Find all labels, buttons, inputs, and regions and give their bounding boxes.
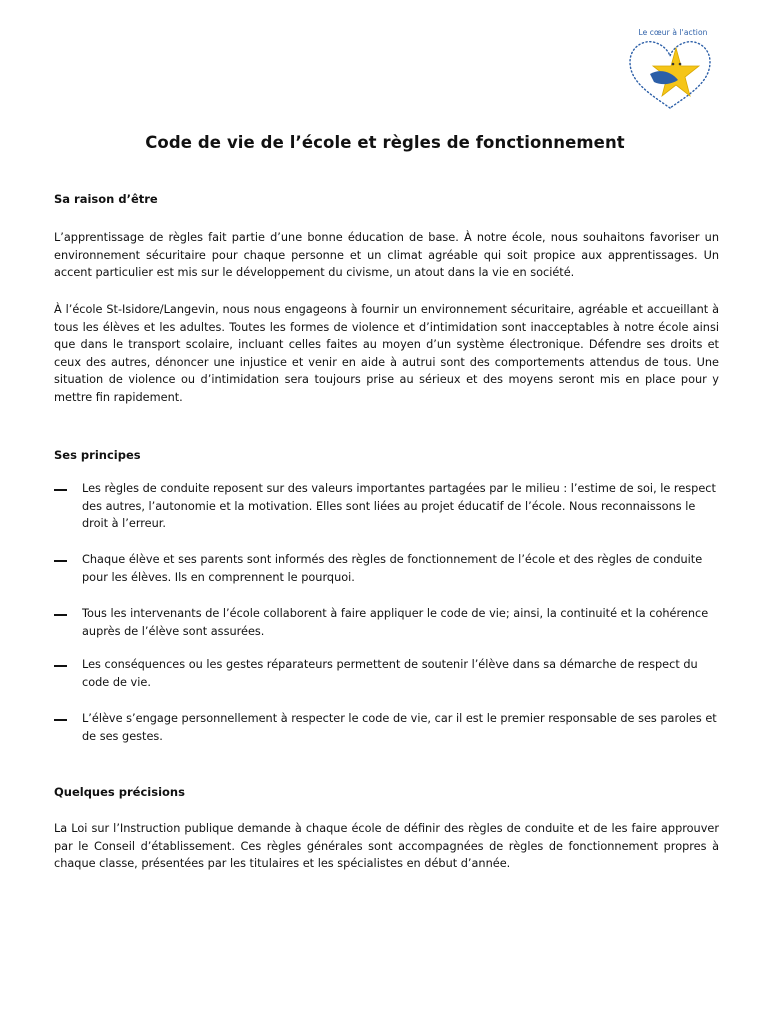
star-eye-right xyxy=(679,63,682,66)
section-heading-precisions: Quelques précisions xyxy=(54,785,185,799)
paragraph-raison-2: À l’école St-Isidore/Langevin, nous nous engageons à fournir un environnement sécuritaire, agréable et accueillant à tous les élèves et les adultes. Toutes les formes de violence et d’intimidation sont inacceptables à notre école ainsi que dans le transport scolaire, incluant celles faites au moyen d’un système électronique. Défendre ses droits et ceux des autres, dénoncer une injustice et venir en aide à autrui sont des comportements attendus de tous. Une situation de violence ou d’intimidation sera toujours prise au sérieux et des moyens seront mis en place pour y mettre fin rapidement. xyxy=(54,303,719,404)
star-heart-icon xyxy=(620,36,720,112)
page-title: Code de vie de l’école et règles de fonctionnement xyxy=(145,133,625,152)
logo-text: Le cœur à l'action xyxy=(638,28,708,37)
paragraph-raison-1: L’apprentissage de règles fait partie d’une bonne éducation de base. À notre école, nous souhaitons favoriser un environnement sécuritaire pour chaque personne et un climat agréable qui soit propice aux apprentissages. Un accent particulier est mis sur le développement du civisme, un atout dans la vie en société. xyxy=(54,231,719,279)
list-item: Tous les intervenants de l’école collaborent à faire appliquer le code de vie; ainsi, la continuité et la cohérence auprès de l’élève sont assurées. xyxy=(82,607,709,638)
bullet-dash-icon xyxy=(54,665,67,667)
school-logo xyxy=(620,26,720,110)
bullet-dash-icon xyxy=(54,560,67,562)
bullet-dash-icon xyxy=(54,719,67,721)
bullet-dash-icon xyxy=(54,489,67,491)
star-eye-left xyxy=(672,63,675,66)
section-heading-raison: Sa raison d’être xyxy=(54,192,158,206)
list-item: L’élève s’engage personnellement à respecter le code de vie, car il est le premier responsable de ses paroles et de ses gestes. xyxy=(82,712,717,743)
list-item: Les conséquences ou les gestes réparateurs permettent de soutenir l’élève dans sa démarche de respect du code de vie. xyxy=(82,658,698,689)
bullet-dash-icon xyxy=(54,614,67,616)
section-heading-principes: Ses principes xyxy=(54,448,141,462)
list-item: Les règles de conduite reposent sur des valeurs importantes partagées par le milieu : l’estime de soi, le respect des autres, l’autonomie et la motivation. Elles sont liées au projet éducatif de l’école. Nous reconnaissons le droit à l’erreur. xyxy=(82,482,716,530)
list-item: Chaque élève et ses parents sont informés des règles de fonctionnement de l’école et des règles de conduite pour les élèves. Ils en comprennent le pourquoi. xyxy=(82,553,703,584)
paragraph-precisions-1: La Loi sur l’Instruction publique demande à chaque école de définir des règles de conduite et de les faire approuver par le Conseil d’établissement. Ces règles générales sont accompagnées de règles de fonctionnement propres à chaque classe, présentées par les titulaires et les spécialistes en début d’année. xyxy=(54,822,719,870)
